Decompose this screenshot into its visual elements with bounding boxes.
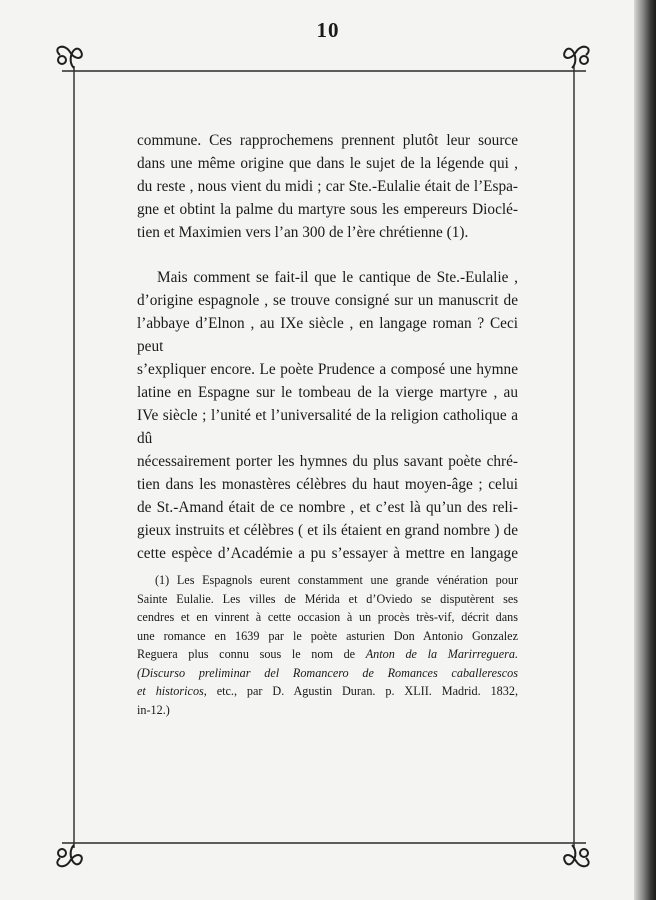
footnote-line: Sainte Eulalie. Les villes de Mérida et d’Oviedo se disputèrent ses: [137, 591, 518, 606]
text-line: nécessairement porter les hymnes du plus savant poète chré-: [137, 453, 518, 470]
text-line: du reste , nous vient du midi ; car Ste.-Eulalie était de l’Espa-: [137, 178, 518, 195]
text-line: tien dans les monastères célèbres du haut moyen-âge ; celui: [137, 476, 518, 493]
text-line: l’abbaye d’Elnon , au IXe siècle , en langage roman ? Ceci peut: [137, 315, 518, 355]
text-line: gieux instruits et célèbres ( et ils étaient en grand nombre ) de: [137, 522, 518, 539]
footnote-italic-title: et historicos,: [137, 684, 207, 698]
text-line: de St.-Amand était de ce nombre , et c’est là qu’un des reli-: [137, 499, 518, 516]
text-line: dans une même origine que dans le sujet de la légende qui ,: [137, 155, 518, 172]
corner-ornament-icon: [564, 845, 589, 866]
text-line: latine en Espagne sur le tombeau de la vierge martyre , au: [137, 384, 518, 401]
page-number: 10: [316, 18, 340, 42]
footnote-line: [137, 682, 518, 701]
footnote-text: Reguera plus connu sous le nom de: [137, 647, 356, 661]
footnote-line: une romance en 1639 par le poète asturien Don Antonio Gonzalez: [137, 628, 518, 643]
footnote-line: (1) Les Espagnols eurent constamment une grande vénération pour: [155, 573, 518, 587]
text-line: cette espèce d’Académie a pu s’essayer à mettre en langage: [137, 545, 518, 562]
text-line: s’expliquer encore. Le poète Prudence a composé une hymne: [137, 361, 518, 378]
text-line: tien et Maximien vers l’an 300 de l’ère chrétienne (1).: [137, 224, 469, 241]
corner-ornament-icon: [57, 47, 82, 68]
footnote-line: in-12.): [137, 702, 170, 717]
footnote-line: [137, 645, 518, 664]
text-line: commune. Ces rapprochemens prennent plutôt leur source: [137, 132, 518, 149]
text-line: gne et obtint la palme du martyre sous les empereurs Dioclé-: [137, 201, 518, 218]
footnote: [137, 571, 518, 719]
text-line: IVe siècle ; l’unité et l’universalité de la religion catholique a dû: [137, 407, 518, 447]
text-line: Mais comment se fait-il que le cantique de Ste.-Eulalie ,: [157, 269, 518, 286]
footnote-text: etc., par D. Agustin Duran. p. XLII. Madrid. 1832,: [206, 684, 518, 698]
footnote-line: [137, 664, 518, 683]
footnote-italic-title: (Discurso preliminar del Romancero de Romances caballerescos: [137, 665, 518, 680]
corner-ornament-icon: [564, 47, 589, 68]
paragraph-main: [137, 266, 518, 565]
footnote-line: cendres et en vinrent à cette occasion à un procès très-vif, décrit dans: [137, 610, 518, 624]
paragraph-continuation: [137, 129, 518, 244]
footnote-italic-name: Anton de la Marirreguera.: [365, 647, 518, 661]
corner-ornament-icon: [57, 845, 82, 866]
text-line: d’origine espagnole , se trouve consigné sur un manuscrit de: [137, 292, 518, 309]
